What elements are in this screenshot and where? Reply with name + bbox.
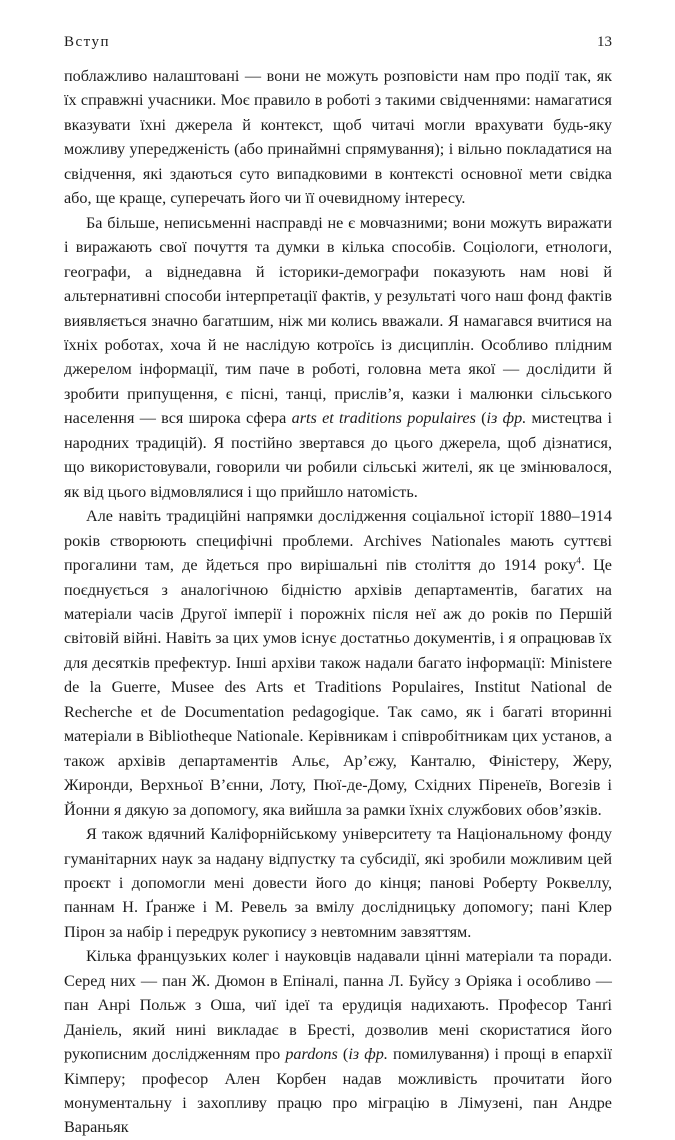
paragraph-2-text-a: Ба більше, неписьменні насправді не є мовчазними; вони можуть виражати і виражають свої почуття та думки в кілька способів. Соціологи, етнологи, географи, а віднедавна й історики-демографи показують нам нові й альтернативні способи інтерпретації фактів, у результаті чого наш фонд фактів виявляється значно багатшим, ніж ми колись вважали. Я намагався вчитися на їхніх роботах, хоча й не наслідую котроїсь із дисциплін. Особливо плідним джерелом інформації, тим паче в роботі, головна мета якої — дослідити й зробити припущення, є пісні, танці, прислів’я, казки і малюнки сільського населення — вся широка сфера	[64, 213, 612, 428]
footnote-marker: 4	[576, 555, 581, 566]
paragraph-3	[64, 504, 612, 822]
paragraph-5	[64, 944, 612, 1140]
body-text	[64, 64, 612, 1140]
paragraph-4-text: Я також вдячний Каліфорнійському університету та Національному фонду гуманітарних наук за надану відпустку та субсидії, які зробили можливим цей проєкт і допомогли мені довести його до кінця; панові Роберту Роквеллу, паннам Н. Ґранже і М. Ревель за вмілу дослідницьку допомогу; пані Клер Пірон за набір і передрук рукопису з невтомним завзяттям.	[64, 825, 612, 941]
paragraph-2	[64, 211, 612, 504]
section-title: Вступ	[64, 34, 111, 50]
paragraph-5-paren: (	[337, 1045, 349, 1064]
book-page	[64, 34, 612, 1140]
paragraph-1	[64, 64, 612, 211]
paragraph-5-text-a: Кілька французьких колег і науковців надавали цінні матеріали та поради. Серед них — пан Ж. Дюмон в Епіналі, панна Л. Буйсу з Оріяка і особливо — пан Анрі Польж з Оша, чиї ідеї та ерудиція надихають. Професор Танґі Даніель, який нині викладає в Бресті, дозволив мені скористатися його рукописним дослідженням про	[64, 947, 612, 1064]
paragraph-1-text: поблажливо налаштовані — вони не можуть розповісти нам про події так, як їх справжні учасники. Моє правило в роботі з такими свідченнями: намагатися вказувати їхні джерела й контекст, щоб читачі могли врахувати будь-яку можливу упередженість (або принаймні спрямування); і вільно покладатися на свідчення, які здаються суто випадковими в контексті основної мети свідка або, ще краще, суперечать його чи її очевидному інтересу.	[64, 67, 612, 208]
paragraph-5-text-b: помилування) і прощі в епархії Кімперу; професор Ален Корбен надав можливість прочитати його монументальну і захопливу працю про міграцію в Лімузені, пан Андре Вараньяк	[64, 1045, 612, 1137]
paragraph-2-italic-source: із фр.	[486, 409, 527, 428]
running-header	[64, 34, 612, 64]
paragraph-4	[64, 822, 612, 944]
paragraph-2-paren: (	[475, 409, 487, 428]
paragraph-3-text-a: Але навіть традиційні напрямки дослідження соціальної історії 1880–1914 років створюють специфічні проблеми. Archives Nationales мають суттєві прогалини там, де йдеться про вирішальні пів століття до 1914 року	[64, 507, 612, 575]
paragraph-5-italic-term: pardons	[285, 1045, 338, 1064]
paragraph-5-italic-source: із фр.	[348, 1045, 388, 1064]
paragraph-2-italic-term: arts et traditions populaires	[291, 409, 476, 428]
page-number: 13	[597, 34, 612, 50]
paragraph-3-text-b: . Це поєднується з аналогічною бідністю архівів департаментів, багатих на матеріали часів Другої імперії і порожніх після неї аж до років по Першій світовій війні. Навіть за цих умов існує достатньо документів, і я опрацював їх для десятків префектур. Інші архіви також надали багато інформації: Ministere de la Guerre, Musee des Arts et Traditions Populaires, Institut National de Recherche et de Documentation pedagogique. Так само, як і багаті вторинні матеріали в Bibliotheque Nationale. Керівникам і співробітникам цих установ, а також архівів департаментів Альє, Ар’єжу, Канталю, Фіністеру, Жеру, Жиронди, Верхньої В’єнни, Лоту, Пюї-де-Дому, Східних Піренеїв, Вогезів і Йонни я дякую за допомогу, яка вийшла за рамки їхніх службових обов’язків.	[64, 556, 612, 819]
paragraph-2-text-b: мистецтва і народних традицій). Я постійно звертався до цього джерела, щоб дізнатися, що використовували, говорили чи робили сільські жителі, як це змінювалося, як від цього відмовлялися і що прийшло натомість.	[64, 409, 612, 501]
